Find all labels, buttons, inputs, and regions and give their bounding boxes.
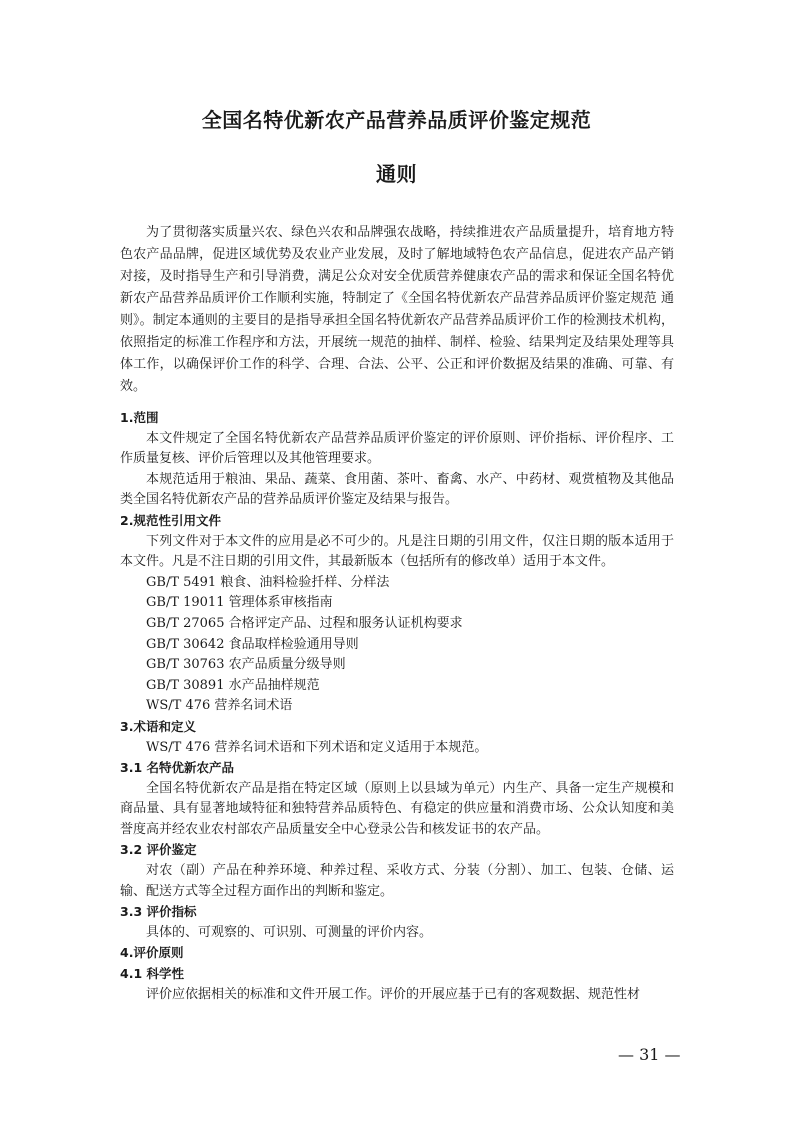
subsection-text-3-3: 具体的、可观察的、可识别、可测量的评价内容。 [146, 924, 433, 940]
section-heading-terms: 3.术语和定义 [120, 718, 196, 734]
scope-paragraph-2: 本规范适用于粮油、果品、蔬菜、食用菌、茶叶、畜禽、水产、中药材、观赏植物及其他品类全国名特优新农产品的营养品质评价鉴定及结果与报告。 [120, 471, 674, 508]
document-subtitle: 通则 [376, 162, 417, 186]
section-heading-principles: 4.评价原则 [120, 945, 184, 961]
reference-item: GB/T 27065 合格评定产品、过程和服务认证机构要求 [146, 615, 463, 631]
reference-item: GB/T 19011 管理体系审核指南 [146, 595, 333, 611]
section-heading-scope: 1.范围 [120, 410, 159, 425]
reference-item: GB/T 30763 农产品质量分级导则 [146, 657, 346, 673]
references-paragraph: 下列文件对于本文件的应用是必不可少的。凡是注日期的引用文件，仅注日期的版本适用于本文件。凡是不注日期的引用文件，其最新版本（包括所有的修改单）适用于本文件。 [120, 533, 674, 570]
intro-paragraph: 为了贯彻落实质量兴农、绿色兴农和品牌强农战略，持续推进农产品质量提升，培育地方特色农产品品牌，促进区域优势及农业产业发展，及时了解地域特色农产品信息，促进农产品产销对接，及时指导生产和引导消费，满足公众对安全优质营养健康农产品的需求和保证全国名特优新农产品营养品质评价工作顺利实施，特制定了《全国名特优新农产品营养品质评价鉴定规范 通则》。制定本通则的主要目的是指导承担全国名特优新农产品营养品质评价工作的检测技术机构，依照指定的标准工作程序和方法，开展统一规范的抽样、制样、检验、结果判定及结果处理等具体工作，以确保评价工作的科学、合理、合法、公平、公正和评价数据及结果的准确、可靠、有效。 [120, 225, 674, 394]
reference-item: GB/T 30891 水产品抽样规范 [146, 677, 320, 693]
reference-item: GB/T 5491 粮食、油料检验扦样、分样法 [146, 574, 390, 590]
reference-item: WS/T 476 营养名词术语 [146, 698, 293, 714]
section-heading-references: 2.规范性引用文件 [120, 512, 221, 528]
document-title: 全国名特优新农产品营养品质评价鉴定规范 [201, 108, 592, 132]
document-body [120, 408, 674, 1005]
terms-paragraph: WS/T 476 营养名词术语和下列术语和定义适用于本规范。 [146, 739, 488, 755]
subsection-text-4-1: 评价应依据相关的标准和文件开展工作。评价的开展应基于已有的客观数据、规范性材 [146, 986, 641, 1002]
subsection-heading-4-1: 4.1 科学性 [120, 966, 184, 982]
subsection-text-3-2: 对农（副）产品在种养环境、种养过程、采收方式、分装（分割）、加工、包装、仓储、运输、配送方式等全过程方面作出的判断和鉴定。 [120, 863, 674, 899]
subsection-text-3-1: 全国名特优新农产品是指在特定区域（原则上以县域为单元）内生产、具备一定生产规模和商品量、具有显著地域特征和独特营养品质特色、有稳定的供应量和消费市场、公众认知度和美誉度高并经农业农村部农产品质量安全中心登录公告和核发证书的农产品。 [120, 780, 674, 837]
subsection-heading-3-2: 3.2 评价鉴定 [120, 842, 197, 858]
subsection-heading-3-3: 3.3 评价指标 [120, 904, 197, 920]
page-number: — 31 — [618, 1045, 681, 1064]
reference-item: GB/T 30642 食品取样检验通用导则 [146, 636, 359, 652]
subsection-heading-3-1: 3.1 名特优新农产品 [120, 760, 234, 776]
scope-paragraph-1: 本文件规定了全国名特优新农产品营养品质评价鉴定的评价原则、评价指标、评价程序、工作质量复核、评价后管理以及其他管理要求。 [120, 430, 674, 467]
